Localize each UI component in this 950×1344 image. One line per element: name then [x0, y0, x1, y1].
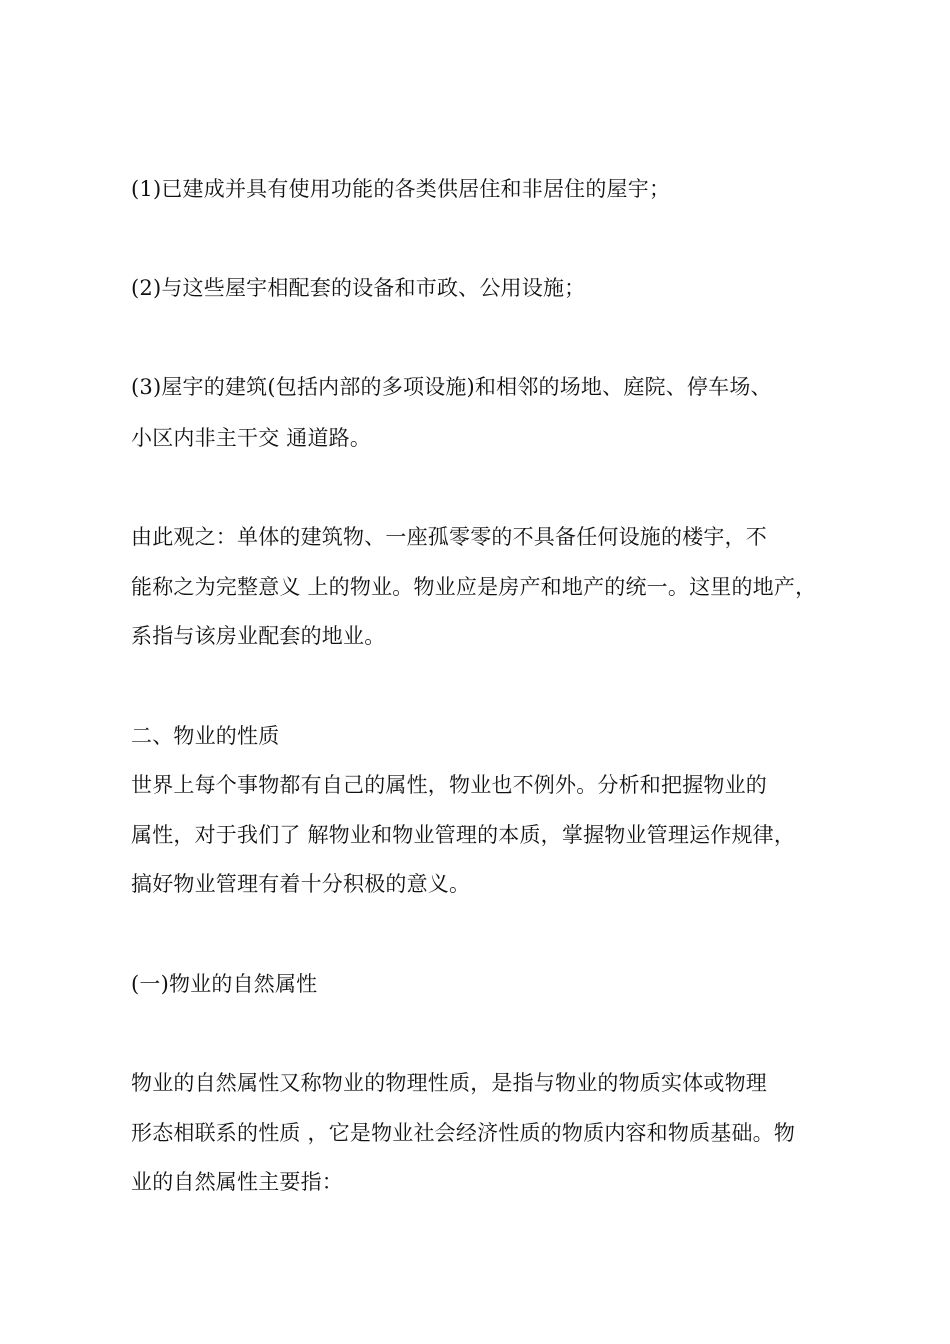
- text-line: 系指与该房业配套的地业。: [131, 624, 386, 648]
- text-line: 物业的自然属性又称物业的物理性质，是指与物业的物质实体或物理: [131, 1071, 767, 1095]
- text-line: 小区内非主干交 通道路。: [131, 426, 372, 450]
- text-line: (2)与这些屋宇相配套的设备和市政、公用设施；: [131, 276, 586, 300]
- subsection-heading: (一)物业的自然属性: [131, 972, 318, 996]
- text-line: 业的自然属性主要指：: [131, 1170, 343, 1194]
- text-line: 世界上每个事物都有自己的属性，物业也不例外。分析和把握物业的: [131, 773, 767, 797]
- text-line: (1)已建成并具有使用功能的各类供居住和非居住的屋宇；: [131, 177, 671, 201]
- text-line: 搞好物业管理有着十分积极的意义。: [131, 872, 471, 896]
- text-line: 属性，对于我们了 解物业和物业管理的本质，掌握物业管理运作规律，: [131, 823, 796, 847]
- section-heading: 二、物业的性质: [131, 724, 280, 748]
- text-line: 形态相联系的性质 ，它是物业社会经济性质的物质内容和物质基础。物: [131, 1121, 796, 1145]
- text-line: 能称之为完整意义 上的物业。物业应是房产和地产的统一。这里的地产，: [131, 575, 817, 599]
- text-line: (3)屋宇的建筑(包括内部的多项设施)和相邻的场地、庭院、停车场、: [131, 375, 772, 399]
- text-line: 由此观之：单体的建筑物、一座孤零零的不具备任何设施的楼宇，不: [131, 525, 767, 549]
